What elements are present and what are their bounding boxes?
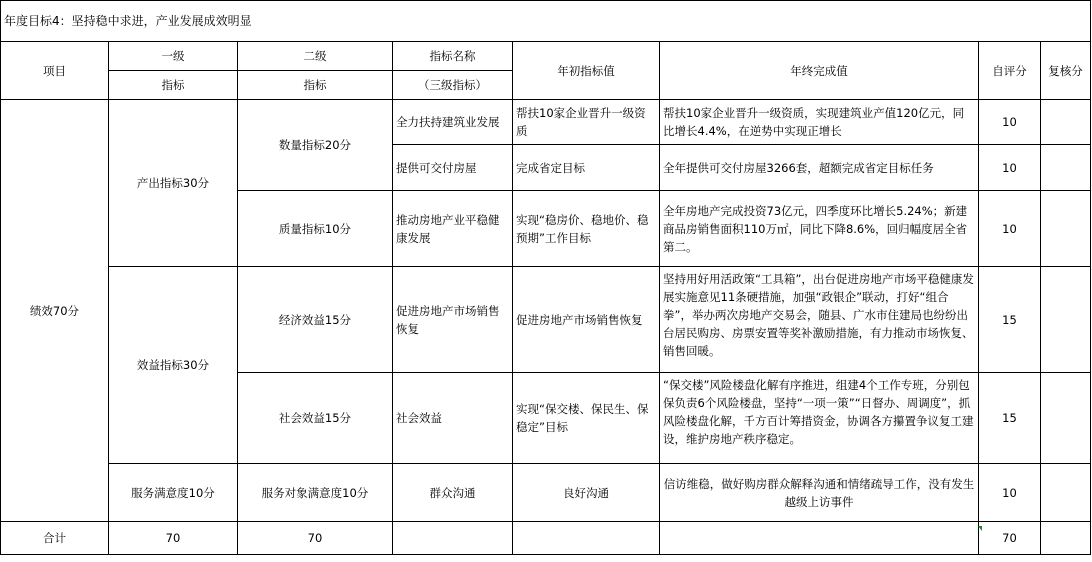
total-row [1,522,1091,555]
self-score-cell: 10 [979,464,1041,522]
level2-cell: 经济效益15分 [238,267,393,373]
self-score-cell: 10 [979,145,1041,191]
self-score-cell: 10 [979,191,1041,267]
total-initial-value [513,522,660,555]
indicator-name-cell: 推动房地产业平稳健康发展 [393,191,513,267]
total-year-end [660,522,979,555]
table-row [1,464,1091,522]
initial-value-cell: 帮扶10家企业晋升一级资质 [513,100,660,145]
header-level1-sub: 指标 [109,71,238,100]
header-level2: 二级 [238,42,393,71]
table-title: 年度目标4：坚持稳中求进，产业发展成效明显 [1,1,1091,42]
indicator-name-cell: 群众沟通 [393,464,513,522]
total-label: 合计 [1,522,109,555]
header-level2-sub: 指标 [238,71,393,100]
level1-cell: 产出指标30分 [109,100,238,267]
year-end-cell: 全年房地产完成投资73亿元，四季度环比增长5.24%；新建商品房销售面积110万㎡，同比下降8.6%，回归幅度居全省第二。 [660,191,979,267]
cell-comment-marker [978,526,982,531]
review-score-cell [1041,100,1091,145]
level2-cell: 服务对象满意度10分 [238,464,393,522]
indicator-name-cell: 全力扶持建筑业发展 [393,100,513,145]
year-end-cell: 帮扶10家企业晋升一级资质，实现建筑业产值120亿元，同比增长4.4%，在逆势中实现正增长 [660,100,979,145]
header-level1: 一级 [109,42,238,71]
year-end-cell: 全年提供可交付房屋3266套，超额完成省定目标任务 [660,145,979,191]
self-score-cell: 10 [979,100,1041,145]
total-indicator-name [393,522,513,555]
header-review-score: 复核分 [1041,42,1091,100]
level1-cell: 服务满意度10分 [109,464,238,522]
total-level1: 70 [109,522,238,555]
table-row [1,100,1091,145]
level2-cell: 质量指标10分 [238,191,393,267]
table-row [1,267,1091,373]
year-end-cell: 坚持用好用活政策“工具箱”，出台促进房地产市场平稳健康发展实施意见11条硬措施，加强“政银企”联动，打好“组合拳”，举办两次房地产交易会，随县、广水市住建局也纷纷出台居民购房、房票安置等奖补激励措施，有力推动市场恢复、销售回暖。 [660,267,979,373]
initial-value-cell: 实现“保交楼、保民生、保稳定”目标 [513,373,660,464]
level1-cell: 效益指标30分 [109,267,238,464]
total-review-score [1041,522,1091,555]
indicator-name-cell: 提供可交付房屋 [393,145,513,191]
review-score-cell [1041,145,1091,191]
year-end-cell: 信访维稳，做好购房群众解释沟通和情绪疏导工作，没有发生越级上访事件 [660,464,979,522]
total-self-score: 70 [979,522,1041,555]
header-project: 项目 [1,42,109,100]
initial-value-cell: 实现“稳房价、稳地价、稳预期”工作目标 [513,191,660,267]
total-level2: 70 [238,522,393,555]
self-score-cell: 15 [979,373,1041,464]
header-indicator-name: 指标名称 [393,42,513,71]
indicator-name-cell: 社会效益 [393,373,513,464]
level2-cell: 社会效益15分 [238,373,393,464]
performance-label: 绩效70分 [1,100,109,522]
header-year-end: 年终完成值 [660,42,979,100]
year-end-cell: “保交楼”风险楼盘化解有序推进，组建4个工作专班，分别包保负责6个风险楼盘，坚持“一项一策”“日督办、周调度”，抓风险楼盘化解，千方百计筹措资金，协调各方攥置争议复工建设，维护房地产秩序稳定。 [660,373,979,464]
review-score-cell [1041,191,1091,267]
initial-value-cell: 促进房地产市场销售恢复 [513,267,660,373]
initial-value-cell: 完成省定目标 [513,145,660,191]
header-self-score: 自评分 [979,42,1041,100]
header-initial-value: 年初指标值 [513,42,660,100]
indicator-name-cell: 促进房地产市场销售恢复 [393,267,513,373]
initial-value-cell: 良好沟通 [513,464,660,522]
header-indicator-name-sub: （三级指标） [393,71,513,100]
level2-cell: 数量指标20分 [238,100,393,191]
review-score-cell [1041,373,1091,464]
self-score-cell: 15 [979,267,1041,373]
review-score-cell [1041,267,1091,373]
review-score-cell [1041,464,1091,522]
